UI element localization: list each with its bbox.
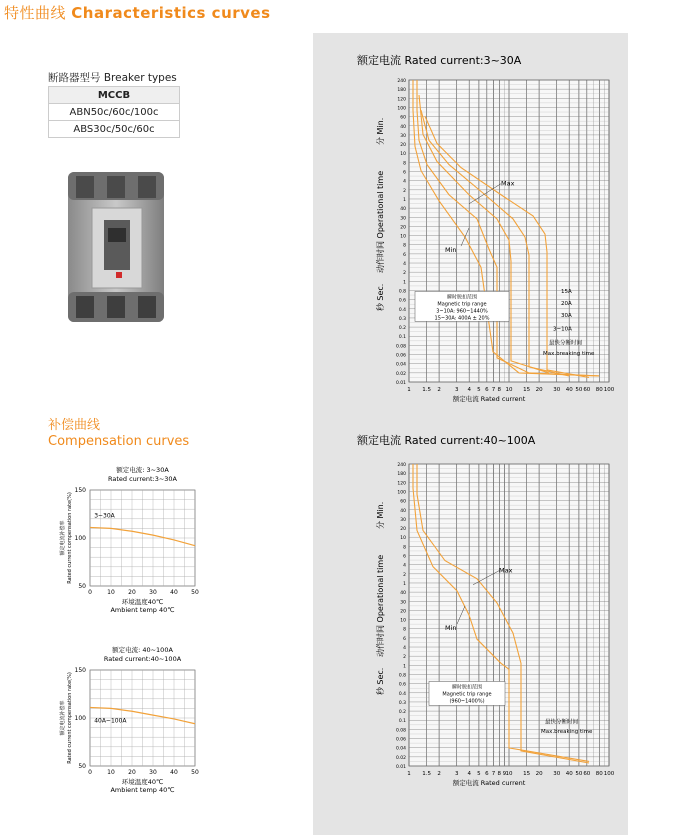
compensation-title — [48, 418, 189, 450]
x-tick-label: 30 — [149, 769, 157, 776]
x-tick-label: 30 — [553, 387, 561, 393]
x-axis-label-en: Ambient temp 40℃ — [110, 606, 175, 614]
y-tick-label: 0.06 — [395, 353, 406, 359]
y-tick-label: 0.3 — [398, 700, 406, 706]
y-tick-label: 240 — [397, 463, 406, 468]
annotation-text: Magnetic trip range — [442, 691, 492, 698]
x-tick-label: 80 — [595, 387, 603, 393]
table-row — [49, 87, 180, 104]
y-group-sec: 秒 Sec. — [376, 667, 385, 696]
y-tick-label: 100 — [74, 535, 86, 542]
y-tick-label: 40 — [400, 508, 406, 514]
x-tick-label: 8 — [497, 771, 502, 777]
x-tick-label: 20 — [535, 387, 543, 393]
y-tick-label: 0.2 — [398, 326, 406, 332]
x-tick-label: 40 — [170, 589, 178, 596]
x-axis-label: 额定电流 Rated current — [452, 395, 526, 403]
y-tick-label: 1 — [403, 664, 406, 670]
breaking-time-cn: 最快分断时间 — [545, 719, 579, 726]
y-tick-label: 4 — [403, 646, 406, 652]
label-30a: 30A — [561, 313, 572, 320]
x-tick-label: 1.5 — [422, 387, 431, 393]
y-tick-label: 0.1 — [398, 719, 406, 725]
x-tick-label: 10 — [107, 769, 115, 776]
y-group-operational: 动作时间 Operational time — [376, 554, 385, 657]
x-tick-label: 7 — [491, 387, 496, 393]
y-group-sec: 秒 Sec. — [376, 283, 385, 312]
y-tick-label: 0.04 — [395, 746, 406, 752]
curve-label-min: Min — [445, 246, 457, 255]
y-tick-label: 1 — [403, 197, 406, 203]
compensation-title-en: Compensation curves — [48, 434, 190, 449]
y-tick-label: 150 — [74, 667, 86, 674]
y-group-min: 分 Min. — [376, 117, 385, 145]
y-tick-label: 100 — [397, 106, 406, 112]
y-group-operational: 动作时间 Operational time — [376, 170, 385, 273]
title-cn: 特性曲线 — [4, 4, 67, 22]
annotation-text: 3~10A: 960~1440% — [436, 308, 488, 315]
chart-title: 额定电流: 40~100A — [112, 646, 173, 654]
x-tick-label: 20 — [128, 769, 136, 776]
x-tick-label: 20 — [128, 589, 136, 596]
compensation-chart-1 — [42, 464, 222, 624]
breaking-time-en: Max.breaking time — [541, 728, 593, 735]
y-tick-label: 8 — [403, 545, 406, 551]
y-tick-label: 1 — [403, 280, 406, 286]
curve-label-min: Min — [445, 624, 457, 633]
compensation-chart-2 — [42, 644, 222, 804]
x-tick-label: 10 — [107, 589, 115, 596]
tripping-chart-1 — [313, 48, 628, 418]
y-tick-label: 10 — [400, 234, 406, 240]
y-tick-label: 60 — [400, 115, 406, 121]
y-tick-label: 2 — [403, 655, 406, 661]
x-axis-label: 环境温度40℃ — [121, 778, 164, 786]
x-tick-label: 50 — [191, 769, 199, 776]
breaker-image — [62, 168, 172, 328]
y-tick-label: 2 — [403, 572, 406, 578]
y-tick-label: 4 — [403, 262, 406, 268]
y-tick-label: 180 — [397, 472, 406, 478]
y-tick-label: 2 — [403, 271, 406, 277]
x-tick-label: 1 — [407, 771, 411, 777]
x-tick-label: 100 — [603, 387, 615, 393]
y-tick-label: 6 — [403, 636, 406, 642]
x-tick-label: 5 — [477, 771, 481, 777]
y-axis-label-en: Rated current compensation rate(%) — [67, 492, 73, 584]
annotation-text: 15~30A: 400A ± 20% — [434, 315, 490, 322]
y-axis-label: 额定电流补偿率 — [60, 700, 66, 736]
chart-subtitle: Rated current:3~30A — [107, 475, 178, 483]
y-tick-label: 120 — [397, 481, 406, 487]
x-tick-label: 6 — [485, 387, 489, 393]
y-tick-label: 50 — [78, 583, 86, 590]
chart-title: 额定电流 Rated current:3~30A — [357, 54, 522, 67]
curve-label-max: Max — [501, 179, 515, 188]
breaker-types-table — [48, 86, 180, 138]
label-20a: 20A — [561, 300, 572, 307]
y-tick-label: 180 — [397, 88, 406, 94]
x-tick-label: 2 — [437, 387, 441, 393]
y-tick-label: 120 — [397, 97, 406, 103]
y-tick-label: 0.2 — [398, 710, 406, 716]
x-tick-label: 15 — [523, 771, 531, 777]
y-tick-label: 6 — [403, 252, 406, 258]
x-tick-label: 4 — [467, 771, 471, 777]
breaking-time-en: Max.breaking time — [543, 350, 595, 357]
x-tick-label: 1.5 — [422, 771, 431, 777]
y-tick-label: 0.6 — [398, 682, 406, 688]
y-tick-label: 40 — [400, 591, 406, 597]
y-tick-label: 0.08 — [395, 728, 406, 734]
y-tick-label: 4 — [403, 563, 406, 569]
x-tick-label: 60 — [583, 771, 591, 777]
y-axis-label: 额定电流补偿率 — [60, 520, 66, 556]
title-en: Characteristics curves — [71, 4, 271, 22]
x-tick-label: 30 — [149, 589, 157, 596]
y-tick-label: 0.01 — [395, 381, 406, 386]
chart-subtitle: Rated current:40~100A — [103, 655, 182, 663]
y-tick-label: 30 — [400, 517, 406, 523]
y-group-min: 分 Min. — [376, 501, 385, 529]
breaker-types-label: 断路器型号 Breaker types — [48, 72, 177, 84]
y-tick-label: 0.02 — [395, 371, 406, 377]
annotation-text: 瞬时脱扣范围 — [446, 294, 478, 301]
y-tick-label: 0.4 — [398, 691, 406, 697]
x-tick-label: 9 — [502, 771, 507, 777]
label-15a: 15A — [561, 288, 572, 295]
y-tick-label: 30 — [400, 133, 406, 139]
x-tick-label: 50 — [575, 771, 583, 777]
x-tick-label: 40 — [170, 769, 178, 776]
x-tick-label: 2 — [437, 771, 441, 777]
y-tick-label: 0.8 — [398, 289, 406, 295]
y-tick-label: 0.08 — [395, 344, 406, 350]
y-tick-label: 0.01 — [395, 765, 406, 770]
y-tick-label: 0.3 — [398, 316, 406, 322]
y-tick-label: 1 — [403, 581, 406, 587]
x-tick-label: 7 — [491, 771, 496, 777]
y-tick-label: 100 — [397, 490, 406, 496]
chart-title: 额定电流 Rated current:40~100A — [357, 434, 536, 447]
x-tick-label: 20 — [535, 771, 543, 777]
y-tick-label: 0.06 — [395, 737, 406, 743]
x-tick-label: 10 — [505, 771, 513, 777]
y-tick-label: 20 — [400, 527, 406, 533]
y-tick-label: 8 — [403, 627, 406, 633]
curve-label-max: Max — [499, 566, 513, 575]
x-tick-label: 4 — [467, 387, 471, 393]
table-row — [49, 104, 180, 121]
table-row — [49, 121, 180, 138]
y-axis-label-en: Rated current compensation rate(%) — [67, 672, 73, 764]
tripping-chart-2 — [313, 428, 628, 803]
y-tick-label: 4 — [403, 179, 406, 185]
x-tick-label: 30 — [553, 771, 561, 777]
annotation-text: (960~1400%) — [449, 698, 485, 705]
y-tick-label: 50 — [78, 763, 86, 770]
x-tick-label: 0 — [88, 769, 92, 776]
y-tick-label: 8 — [403, 161, 406, 167]
x-tick-label: 60 — [583, 387, 591, 393]
page-title — [4, 2, 271, 23]
y-tick-label: 10 — [400, 152, 406, 158]
y-tick-label: 0.1 — [398, 335, 406, 341]
x-tick-label: 50 — [575, 387, 583, 393]
y-tick-label: 30 — [400, 216, 406, 222]
x-tick-label: 1 — [407, 387, 411, 393]
y-tick-label: 20 — [400, 143, 406, 149]
y-tick-label: 6 — [403, 554, 406, 560]
table-cell: ABN50c/60c/100c — [49, 104, 180, 121]
annotation-text: Magnetic trip range — [437, 301, 487, 308]
x-tick-label: 3 — [454, 771, 459, 777]
y-tick-label: 8 — [403, 243, 406, 249]
y-tick-label: 0.02 — [395, 755, 406, 761]
x-tick-label: 8 — [497, 387, 502, 393]
x-tick-label: 100 — [603, 771, 615, 777]
x-tick-label: 0 — [88, 589, 92, 596]
breaking-time-cn: 最快分断时间 — [549, 340, 583, 347]
x-tick-label: 6 — [485, 771, 489, 777]
chart-title: 额定电流: 3~30A — [116, 466, 169, 474]
y-tick-label: 60 — [400, 499, 406, 505]
y-tick-label: 10 — [400, 618, 406, 624]
x-tick-label: 5 — [477, 387, 481, 393]
y-tick-label: 20 — [400, 225, 406, 231]
y-tick-label: 0.4 — [398, 307, 406, 313]
y-tick-label: 0.6 — [398, 298, 406, 304]
y-tick-label: 30 — [400, 600, 406, 606]
x-tick-label: 80 — [595, 771, 603, 777]
y-tick-label: 6 — [403, 170, 406, 176]
x-tick-label: 50 — [191, 589, 199, 596]
y-tick-label: 40 — [400, 124, 406, 130]
x-tick-label: 40 — [565, 387, 573, 393]
compensation-title-cn: 补偿曲线 — [48, 418, 101, 433]
x-axis-label-en: Ambient temp 40℃ — [110, 786, 175, 794]
x-tick-label: 40 — [565, 771, 573, 777]
y-tick-label: 40 — [400, 207, 406, 213]
y-tick-label: 0.04 — [395, 362, 406, 368]
y-tick-label: 150 — [74, 487, 86, 494]
table-cell: ABS30c/50c/60c — [49, 121, 180, 138]
y-tick-label: 100 — [74, 715, 86, 722]
annotation-text: 瞬时脱扣范围 — [451, 684, 483, 691]
x-axis-label: 额定电流 Rated current — [452, 779, 526, 787]
y-tick-label: 20 — [400, 609, 406, 615]
series-label: 3~30A — [94, 512, 115, 520]
series-label: 40A~100A — [94, 717, 127, 725]
y-tick-label: 0.8 — [398, 673, 406, 679]
y-tick-label: 2 — [403, 188, 406, 194]
y-tick-label: 10 — [400, 536, 406, 542]
x-tick-label: 15 — [523, 387, 531, 393]
table-cell: MCCB — [49, 87, 180, 104]
x-axis-label: 环境温度40℃ — [121, 598, 164, 606]
x-tick-label: 3 — [454, 387, 459, 393]
label-3-10a: 3~10A — [553, 326, 572, 333]
x-tick-label: 10 — [505, 387, 513, 393]
y-tick-label: 240 — [397, 79, 406, 84]
